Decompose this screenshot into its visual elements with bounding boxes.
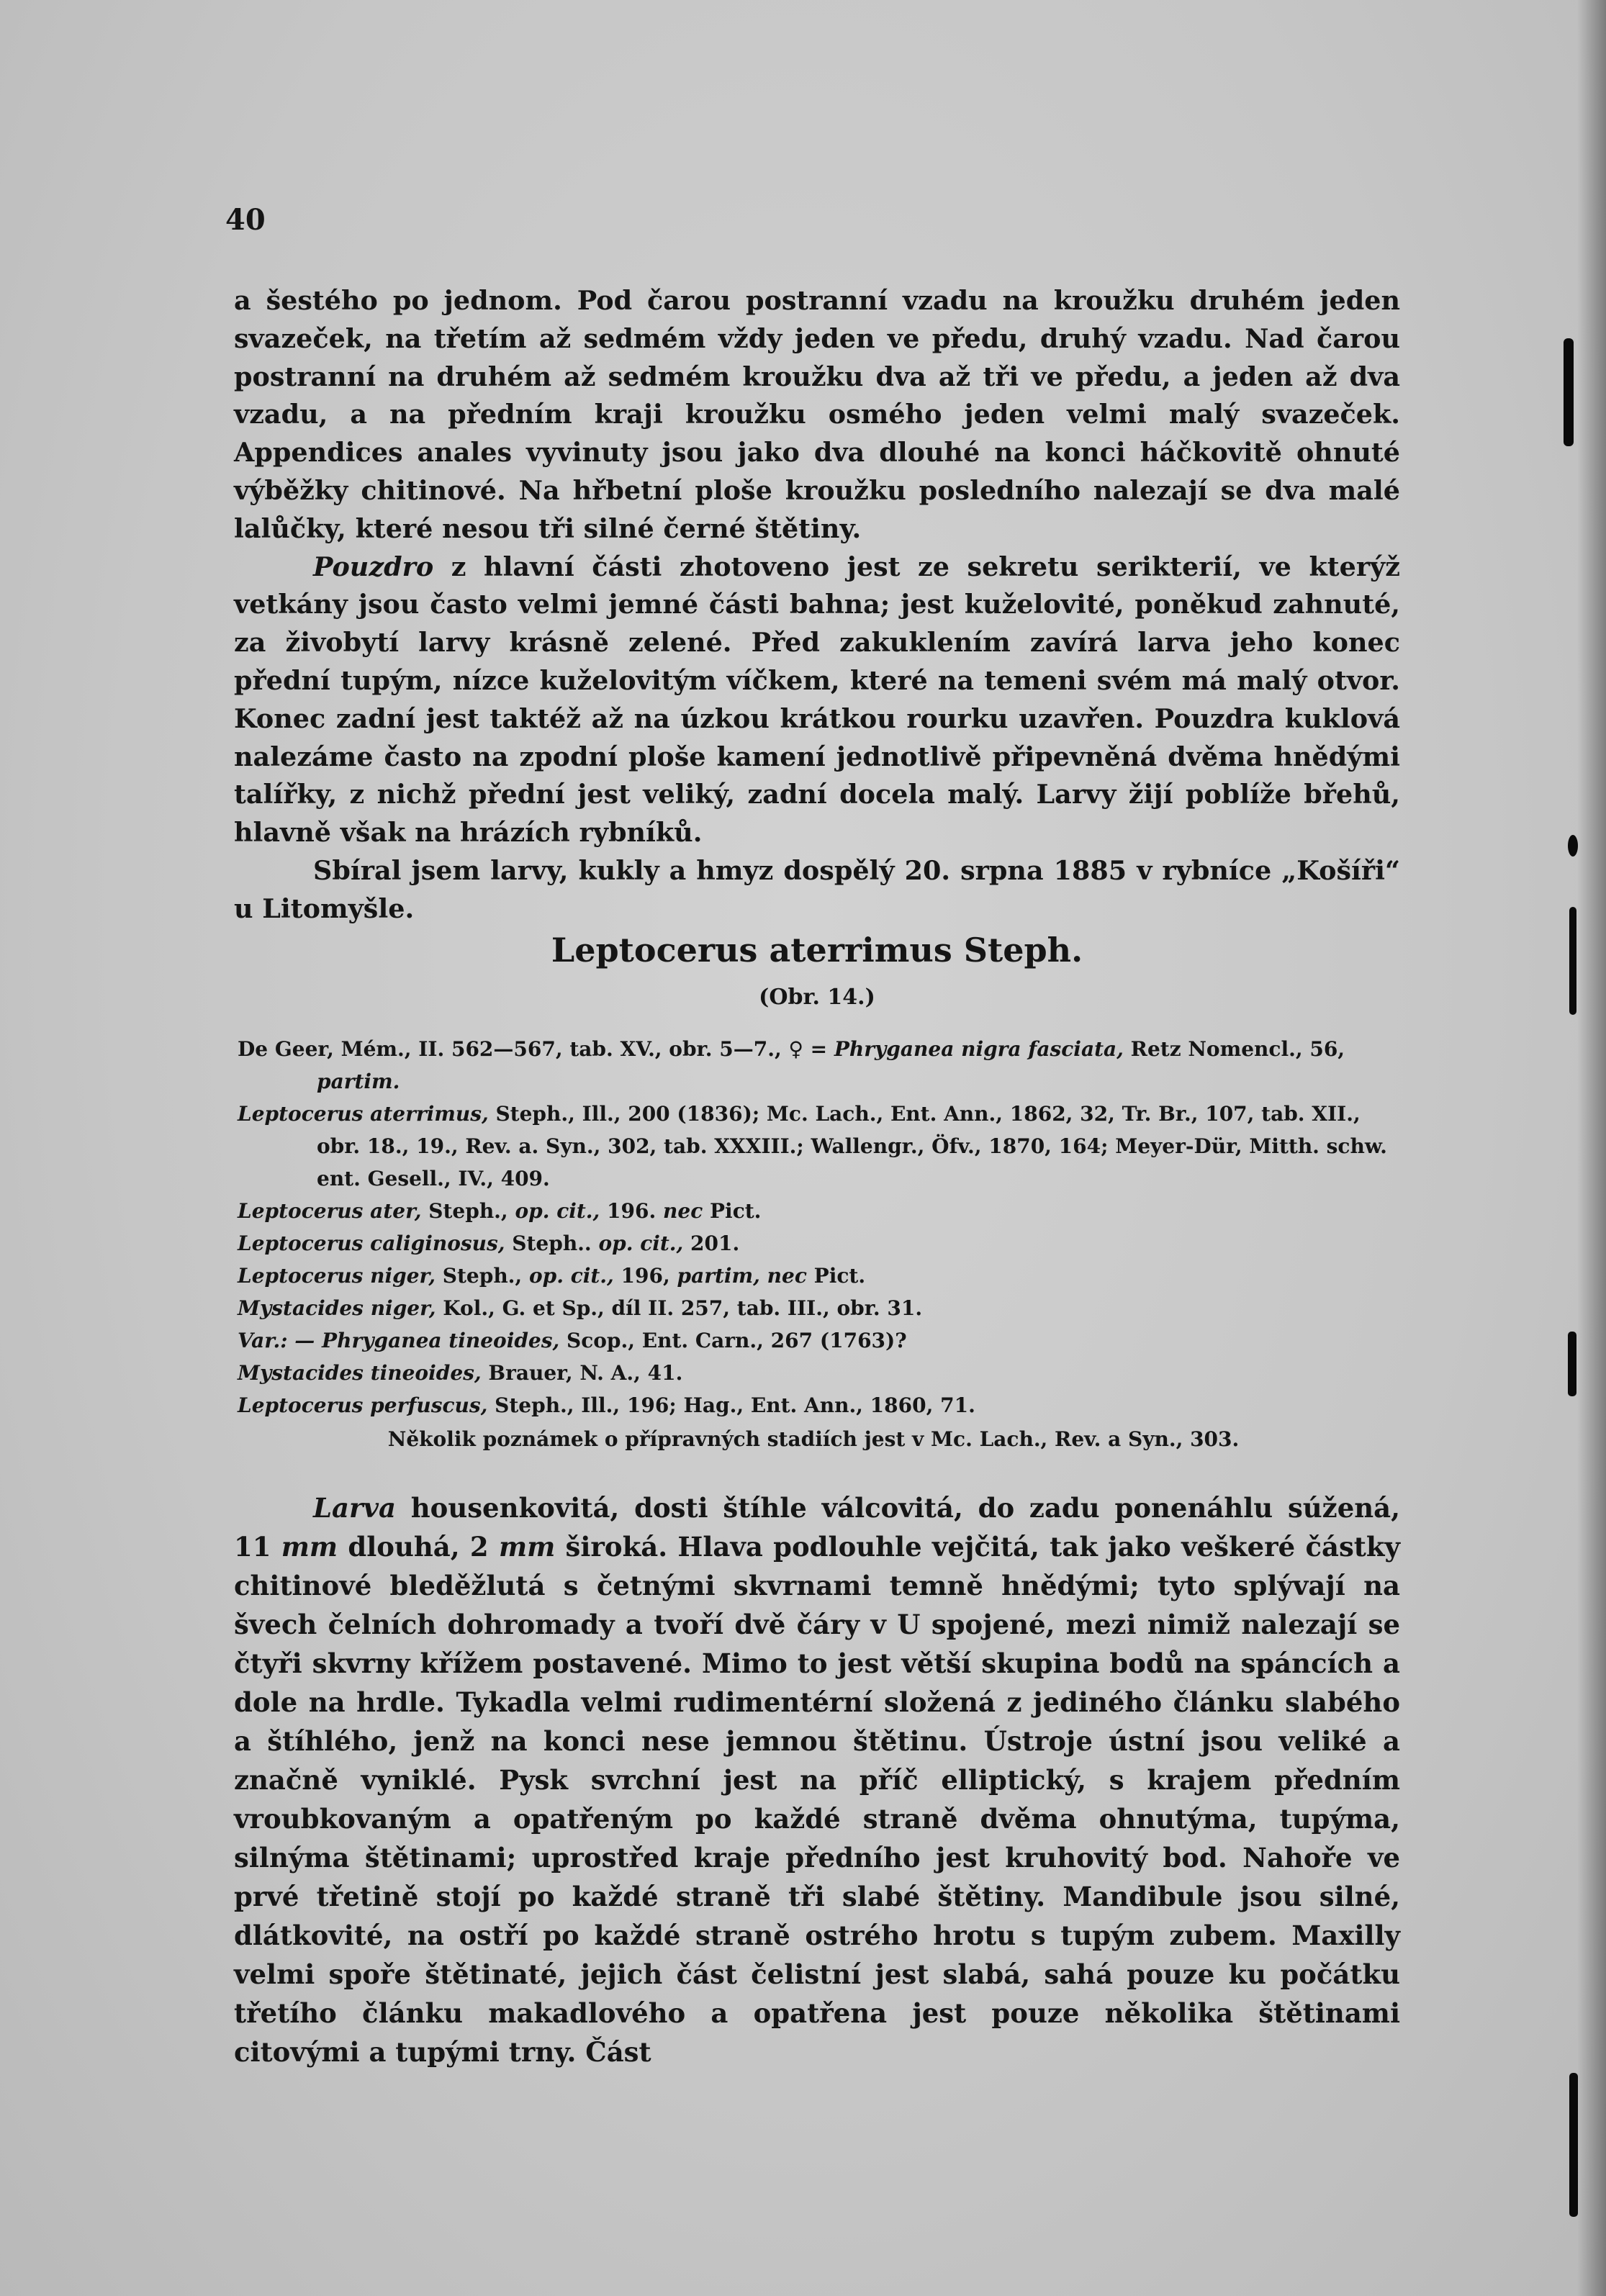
synonym-italic: partim. (317, 1070, 400, 1093)
synonym-entry (238, 1260, 1389, 1292)
synonym-entry (238, 1195, 1389, 1227)
page-edge-shadow (1577, 0, 1606, 2296)
synonym-entry (238, 1389, 1389, 1422)
synonym-text: Steph., Ill., 196; Hag., Ent. Ann., 1860, 71. (487, 1393, 975, 1417)
synonym-italic: op. cit., (515, 1199, 600, 1223)
synonym-text: Brauer, N. A., 41. (481, 1361, 683, 1385)
synonym-text: Retz Nomencl., 56, (1123, 1037, 1345, 1061)
synonym-entry (238, 1357, 1389, 1389)
synonym-name: Leptocerus niger, (238, 1264, 436, 1288)
synonym-italic: nec (663, 1199, 703, 1223)
synonym-text: Steph., Ill., 200 (1836); Mc. Lach., Ent. Ann., 1862, 32, Tr. Br., 107, tab. XII., obr. 18., 19., Rev. a. Syn., 302, tab. XXXIII.; Wallengr., Öfv., 1870, 164; Meyer-Dür, Mitth. schw. ent. Gesell., IV., 409. (317, 1102, 1387, 1190)
synonym-name: Var.: — Phryganea tineoides, (238, 1329, 560, 1352)
larva-lead: Larva (313, 1492, 396, 1524)
paragraph-2 (234, 548, 1400, 852)
species-title (234, 928, 1400, 972)
paragraph-3: Sbíral jsem larvy, kukly a hmyz dospělý 20. srpna 1885 v rybníce „Košíři“ u Litomyšle. (234, 854, 1400, 924)
synonym-text: 196, (613, 1264, 677, 1288)
binding-mark (1568, 1332, 1576, 1396)
synonym-text: Steph.. (505, 1231, 599, 1255)
binding-mark (1569, 907, 1576, 1015)
larva-description (234, 1488, 1400, 2071)
synonym-text: 201. (683, 1231, 740, 1255)
synonym-name: Mystacides niger, (238, 1296, 436, 1320)
unit-mm: mm (281, 1531, 338, 1563)
page-number: 40 (225, 203, 266, 237)
species-heading (234, 928, 1400, 1010)
larva-text: housenkovitá, dosti štíhle válcovitá, do zadu ponenáhlu súžená, 11 (234, 1492, 1400, 1563)
synonym-entry (238, 1227, 1389, 1260)
synonymy-list (238, 1033, 1389, 1455)
synonym-text: Pict. (806, 1264, 866, 1288)
synonym-text: Steph., (421, 1199, 515, 1223)
synonym-text: Steph., (436, 1264, 529, 1288)
synonym-text: Pict. (703, 1199, 762, 1223)
paragraph-1: a šestého po jednom. Pod čarou postranní vzadu na kroužku druhém jeden svazeček, na třetím až sedmém vždy jeden ve předu, druhý vzadu. Nad čarou postranní na druhém až sedmém kroužku dva až tři ve předu, a jeden až dva vzadu, a na předním kraji kroužku osmého jeden velmi malý svazeček. Appendices anales vyvinuty jsou jako dva dlouhé na konci háčkovitě ohnuté výběžky chitinové. Na hřbetní ploše kroužku posledního nalezají se dva malé lalůčky, které nesou tři silné černé štětiny. (234, 285, 1400, 544)
synonym-name-italic: Phryganea nigra fasciata, (834, 1037, 1124, 1061)
binding-mark (1564, 338, 1574, 446)
species-name: Leptocerus aterrimus (551, 931, 952, 970)
synonym-text: Scop., Ent. Carn., 267 (1763)? (559, 1329, 907, 1352)
synonym-entry (238, 1098, 1389, 1195)
synonym-entry (238, 1033, 1389, 1098)
larva-text: dlouhá, 2 (338, 1531, 499, 1563)
synonymy-note: Několik poznámek o přípravných stadiích jest v Mc. Lach., Rev. a Syn., 303. (387, 1427, 1240, 1451)
top-text (234, 282, 1400, 928)
figure-reference: (Obr. 14.) (759, 985, 875, 1010)
synonym-text: De Geer, Mém., II. 562—567, tab. XV., obr. 5—7., ♀ = (238, 1037, 834, 1061)
larva-text: široká. Hlava podlouhle vejčitá, tak jako veškeré částky chitinové bleděžlutá s četnými skvrnami temně hnědými; tyto splývají na švech čelních dohromady a tvoří dvě čáry v U spojené, mezi nimiž nalezají se čtyři skvrny křížem postavené. Mimo to jest větší skupina bodů na spáncích a dole na hrdle. Tykadla velmi rudimentérní složená z jediného článku slabého a štíhlého, jenž na konci nese jemnou štětinu. Ústroje ústní jsou veliké a značně vyniklé. Pysk svrchní jest na příč elliptický, s krajem předním vroubkovaným a opatřeným po každé straně dvěma ohnutýma, tupýma, silnýma štětinami; uprostřed kraje předního jest kruhovitý bod. Nahoře ve prvé třetině stojí po každé straně tři slabé štětiny. Mandibule jsou silné, dlátkovité, na ostří po každé straně ostrého hrotu s tupým zubem. Maxilly velmi spoře štětinaté, jejich část čelistní jest slabá, sahá pouze ku počátku třetího článku makadlového a opatřena jest pouze několika štětinami citovými a tupými trny. Část (234, 1531, 1401, 2068)
paragraph-2-text: z hlavní části zhotoveno jest ze sekretu serikterií, ve kterýž vetkány jsou často velmi jemné části bahna; jest kuželovité, poněkud zahnuté, za živobytí larvy krásně zelené. Před zakuklením zavírá larva jeho konec přední tupým, nízce kuželovitým víčkem, které na temeni svém má malý otvor. Konec zadní jest taktéž až na úzkou krátkou rourku uzavřen. Pouzdra kuklová nalezáme často na zpodní ploše kamení jednotlivě připevněná dvěma hnědými talířky, z nichž přední jest veliký, zadní docela malý. Larvy žijí poblíže břehů, hlavně však na hrázích rybníků. (234, 551, 1400, 849)
synonym-name: Leptocerus aterrimus, (238, 1102, 489, 1126)
synonym-name: Leptocerus perfuscus, (238, 1393, 488, 1417)
synonym-name: Leptocerus caliginosus, (238, 1231, 505, 1255)
larva-paragraph (234, 1488, 1400, 2071)
synonym-name: Mystacides tineoides, (238, 1361, 482, 1385)
synonym-name: Leptocerus ater, (238, 1199, 422, 1223)
species-author: Steph. (952, 931, 1083, 970)
synonym-text: Kol., G. et Sp., díl II. 257, tab. III., obr. 31. (436, 1296, 923, 1320)
synonym-entry (238, 1292, 1389, 1324)
synonym-italic: partim, nec (677, 1264, 807, 1288)
synonym-italic: op. cit., (598, 1231, 684, 1255)
binding-mark (1569, 2073, 1578, 2217)
paragraph-2-lead: Pouzdro (313, 551, 434, 582)
synonym-italic: op. cit., (528, 1264, 614, 1288)
binding-mark (1568, 835, 1578, 857)
unit-mm: mm (498, 1531, 556, 1563)
synonym-entry (238, 1324, 1389, 1357)
synonym-text: 196. (600, 1199, 664, 1223)
